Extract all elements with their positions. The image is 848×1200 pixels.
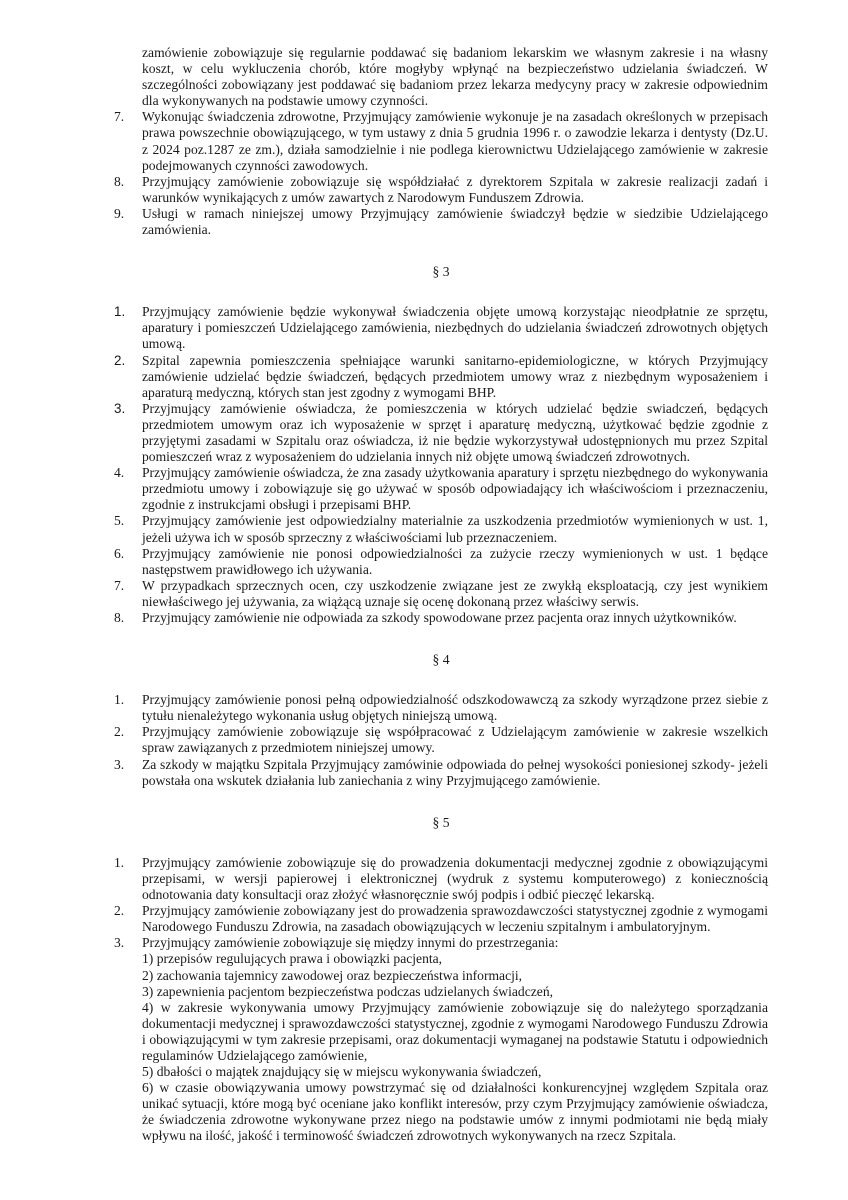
list-item (114, 206, 768, 238)
item-number: 1. (114, 854, 125, 870)
item-text: Szpital zapewnia pomieszczenia spełniające warunki sanitarno-epidemiologiczne, w których Przyjmujący zamówienie udzielać będzie świadczeń, będących przedmiotem umowy wraz z niezbędnym wyposażeniem i aparaturą medyczną, których stan jest zgodny z wymogami BHP. (142, 352, 768, 400)
list-item (114, 465, 768, 513)
list-item (114, 903, 768, 935)
item-text: Za szkody w majątku Szpitala Przyjmujący zamówinie odpowiada do pełnej wysokości poniesionej szkody- jeżeli powstała ona wskutek działania lub zaniechania z winy Przyjmującego zamówienie. (142, 756, 768, 788)
item-text: Przyjmujący zamówienie oświadcza, że pomieszczenia w których udzielać będzie swiadczeń, będących przedmiotem umowym oraz ich wyposażenie w sprzęt i aparaturę medyczną, użytkować będzie zgodnie z przyjętymi zasadami w Szpitalu oraz oświadcza, iż nie będzie wykorzystywał udostępnionych mu przez Szpital pomieszczeń wraz z wyposażeniem do udzielania innych niż objęte umową świadczeń zdrowotnych. (142, 400, 768, 465)
item-number: 8. (114, 610, 125, 625)
sub-item: 3) zapewnienia pacjentom bezpieczeństwa podczas udzielanych świadczeń, (142, 983, 554, 999)
section3-list (114, 304, 768, 626)
section-5-heading: § 5 (432, 814, 450, 830)
list-item (114, 353, 768, 401)
section2-list (114, 109, 768, 238)
list-item (114, 724, 768, 756)
item-text: Przyjmujący zamówienie będzie wykonywał świadczenia objęte umową korzystając nieodpłatnie ze sprzętu, aparatury i pomieszczeń Udzielającego zamówienia, niezbędnych do udzielania świadczeń zdrowotnych objętych umową. (142, 304, 768, 352)
item-number: 3. (114, 935, 125, 951)
item-number: 7. (114, 577, 125, 593)
item-text: Przyjmujący zamówienie zobowiązany jest do prowadzenia sprawozdawczości statystycznej zgodnie z wymogami Narodowego Funduszu Zdrowia, na zasadach obowiązujących w leczeniu szpitalnym i ambulatoryjnym. (142, 903, 768, 935)
list-item (114, 935, 768, 1144)
list-item (114, 546, 768, 578)
sub-item: 2) zachowania tajemnicy zawodowej oraz bezpieczeństwa informacji, (142, 967, 523, 983)
sub-item: 1) przepisów regulujących prawa i obowiązki pacjenta, (142, 951, 443, 967)
item-text: Przyjmujący zamówienie zobowiązuje się do prowadzenia dokumentacji medycznej zgodnie z obowiązującymi przepisami, w wersji papierowej i elektronicznej (wydruk z systemu komputerowego) z koniecznością odnotowania daty konsultacji oraz złożyć własnoręcznie swój podpis i odbić pieczęć lekarską. (142, 854, 768, 903)
continuation-paragraph: zamówienie zobowiązuje się regularnie poddawać się badaniom lekarskim we własnym zakresie i na własny koszt, w celu wykluczenia chorób, które mogłyby wpłynąć na bezpieczeństwo udzielania świadczeń. W szczególności zobowiązany jest poddawać się badaniom przez lekarza medycyny pracy w zakresie odpowiednim dla wykonywanych na podstawie umowy czynności. (142, 45, 768, 109)
section5-list (114, 855, 768, 1145)
list-item (114, 610, 768, 626)
item-number: 2. (114, 724, 125, 740)
sub-item: 4) w zakresie wykonywania umowy Przyjmujący zamówienie zobowiązuje się do należytego sporządzania dokumentacji medycznej i sprawozdawczości statystycznej, zgodnie z wymogami Narodowego Funduszu Zdrowia i obowiązującymi w tym zakresie przepisami, oraz dokumentacji wymaganej na podstawie Statutu i odpowiednich regulaminów Udzielającego zamówienie, (142, 999, 768, 1063)
item-number: 2. (114, 903, 125, 919)
item-text: Przyjmujący zamówienie zobowiązuje się między innymi do przestrzegania: (142, 935, 559, 951)
item-number: 9. (114, 205, 125, 221)
item-text: Przyjmujący zamówienie nie odpowiada za szkody spowodowane przez pacjenta oraz innych użytkowników. (142, 610, 737, 625)
document-body (114, 45, 768, 1145)
list-item (114, 578, 768, 610)
item-text: Przyjmujący zamówienie jest odpowiedzialny materialnie za uszkodzenia przedmiotów wymienionych w ust. 1, jeżeli używa ich w sposób sprzeczny z właściwościami lub przeznaczeniem. (142, 513, 768, 545)
item-number: 8. (114, 173, 125, 189)
item-number: 2. (114, 352, 126, 368)
item-number: 1. (114, 692, 125, 708)
list-item (114, 757, 768, 789)
item-number: 3. (114, 756, 125, 772)
section-3-heading: § 3 (432, 264, 450, 280)
section-4-heading: § 4 (432, 652, 450, 668)
list-item (114, 855, 768, 903)
item-number: 3. (114, 400, 126, 416)
item-number: 6. (114, 545, 125, 561)
item-text: Przyjmujący zamówienie zobowiązuje się współdziałać z dyrektorem Szpitala w zakresie realizacji zadań i warunków wynikających z umów zawartych z Narodowym Funduszem Zdrowia. (142, 173, 768, 205)
list-item (114, 109, 768, 173)
item-text: Przyjmujący zamówienie ponosi pełną odpowiedzialność odszkodowawczą za szkody wyrządzone przez siebie z tytułu nienależytego wykonania usług objętych niniejszą umową. (142, 692, 768, 724)
sub-item: 6) w czasie obowiązywania umowy powstrzymać się od działalności konkurencyjnej względem Szpitala oraz unikać sytuacji, które mogą być oceniane jako konflikt interesów, przy czym Przyjmujący zamówienie oświadcza, że świadczenia zdrowotne wykonywane przez niego na podstawie umów z innymi podmiotami nie będą miały wpływu na ilość, jakość i terminowość świadczeń zdrowotnych wykonywanych na rzecz Szpitala. (142, 1080, 768, 1144)
item-text: Przyjmujący zamówienie nie ponosi odpowiedzialności za zużycie rzeczy wymienionych w ust. 1 będące następstwem prawidłowego ich używania. (142, 545, 768, 577)
item-number: 5. (114, 513, 125, 529)
item-text: Usługi w ramach niniejszej umowy Przyjmujący zamówienie świadczył będzie w siedzibie Udzielającego zamówienia. (142, 205, 768, 238)
list-item (114, 174, 768, 206)
item-text: Przyjmujący zamówienie oświadcza, że zna zasady użytkowania aparatury i sprzętu niezbędnego do wykonywania przedmiotu umowy i zobowiązuje się go używać w sposób odpowiadający ich właściwościom i przeznaczeniu, zgodnie z instrukcjami obsługi i przepisami BHP. (142, 465, 768, 513)
item-text: Wykonując świadczenia zdrowotne, Przyjmujący zamówienie wykonuje je na zasadach określonych w przepisach prawa powszechnie obowiązującego, w tym ustawy z dnia 5 grudnia 1996 r. o zawodzie lekarza i dentysty (Dz.U. z 2024 poz.1287 ze zm.), działa samodzielnie i nie podlega kierownictwu Udzielającego zamówienie w zakresie podejmowanych czynności zawodowych. (142, 109, 768, 173)
list-item (114, 304, 768, 352)
item-number: 1. (114, 304, 126, 320)
item-number: 4. (114, 465, 125, 481)
item-text: Przyjmujący zamówienie zobowiązuje się współpracować z Udzielającym zamówienie w zakresie wszelkich spraw zawiązanych z przedmiotem niniejszej umowy. (142, 724, 768, 756)
list-item (114, 513, 768, 545)
sub-item: 5) dbałości o majątek znajdujący się w miejscu wykonywania świadczeń, (142, 1064, 542, 1080)
list-item (114, 401, 768, 465)
list-item (114, 692, 768, 724)
section4-list (114, 692, 768, 789)
item-number: 7. (114, 109, 125, 125)
item-text: W przypadkach sprzecznych ocen, czy uszkodzenie związane jest ze zwykłą eksploatacją, czy jest wynikiem niewłaściwego jej używania, za wiążącą uznaje się ocenę dokonaną przez właściwy serwis. (142, 577, 768, 609)
